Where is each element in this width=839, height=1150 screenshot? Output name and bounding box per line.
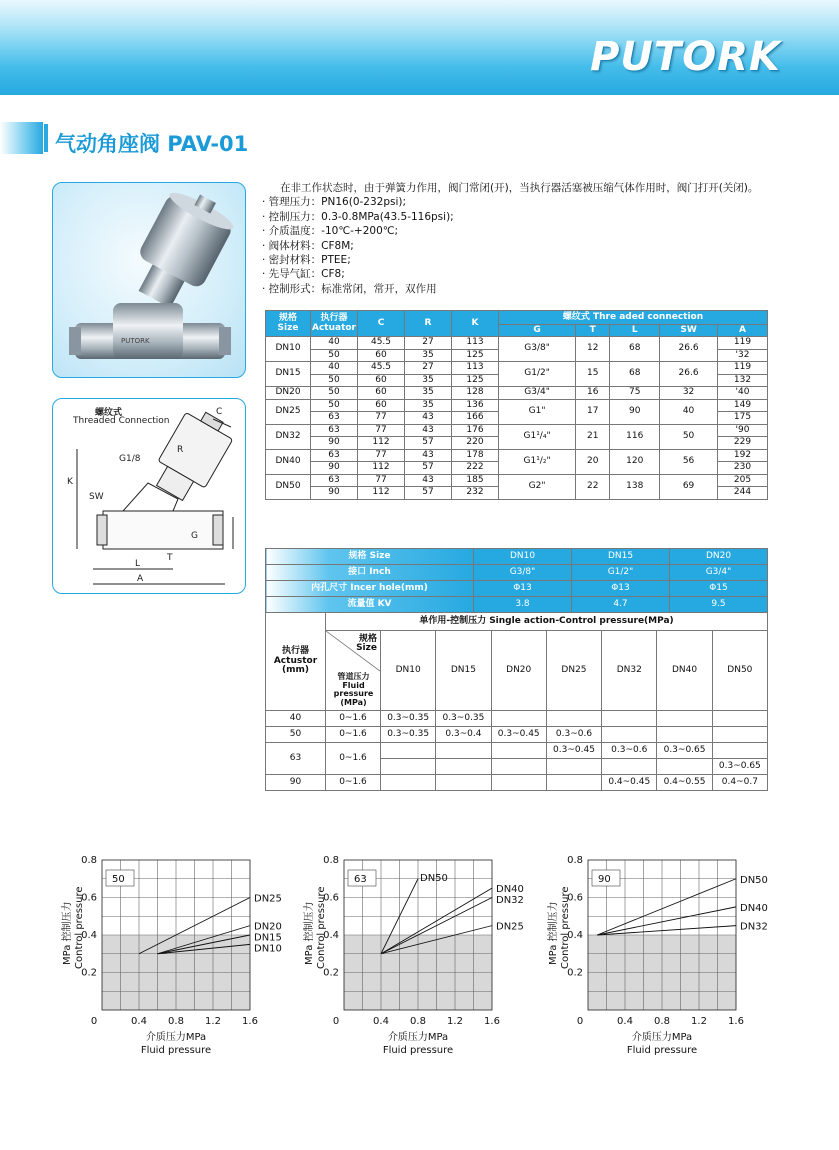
dimension-table xyxy=(265,310,768,500)
cell-value: 45.5 xyxy=(358,337,405,350)
description-line: · 控制压力：0.3-0.8MPa(43.5-116psi); xyxy=(262,210,454,223)
valve-photo-illustration xyxy=(53,183,246,378)
cell-pressure: 0.3~0.4 xyxy=(436,727,491,743)
dim-sw: SW xyxy=(89,492,104,502)
size-fluid-corner xyxy=(326,631,381,711)
cell-pressure xyxy=(657,727,712,743)
cell-value: 90 xyxy=(311,487,358,500)
x-tick-label: 0.8 xyxy=(410,1016,426,1027)
description-line: · 密封材料：PTEE; xyxy=(262,254,351,267)
series-label-dn40: DN40 xyxy=(496,884,524,896)
cell-l: 120 xyxy=(610,449,660,474)
table-row xyxy=(266,399,768,412)
y-tick-label: 0.2 xyxy=(81,967,97,979)
chart-actuator-90 xyxy=(546,852,786,1057)
flow-cell: DN10 xyxy=(474,549,572,565)
cell-value: 50 xyxy=(311,399,358,412)
chart-actuator-50 xyxy=(60,852,300,1057)
col-dn40: DN40 xyxy=(657,631,712,711)
table-row xyxy=(266,581,768,597)
col-t: T xyxy=(576,325,610,337)
col-thread: 螺纹式 Thre aded connection xyxy=(499,311,768,325)
cell-value: 35 xyxy=(405,387,452,400)
table-row xyxy=(266,597,768,613)
x-tick-label: 1.2 xyxy=(691,1016,707,1027)
cell-fluid: 0~1.6 xyxy=(326,775,381,791)
cell-sw: 69 xyxy=(660,474,718,499)
dim-r: R xyxy=(177,445,184,455)
col-k: K xyxy=(452,311,499,337)
cell-value: 43 xyxy=(405,412,452,425)
flow-row-label: 规格 Size xyxy=(266,549,474,565)
threaded-connection-drawing xyxy=(52,398,246,594)
table-row xyxy=(266,387,768,400)
col-size: 规格 Size xyxy=(266,311,311,337)
cell-pressure xyxy=(546,711,601,727)
x-axis-label-en: Fluid pressure xyxy=(140,1045,212,1056)
y-tick-label: 0.8 xyxy=(567,855,583,866)
y-tick-label: 0.4 xyxy=(567,930,583,941)
cell-value: 50 xyxy=(311,387,358,400)
cell-g: G3/8" xyxy=(499,337,576,362)
x-tick-label: 0 xyxy=(90,1016,98,1027)
table-row xyxy=(266,449,768,462)
col-actuator: 执行器 Actuator xyxy=(311,311,358,337)
cell-pressure xyxy=(491,743,546,759)
cell-sw: 50 xyxy=(660,424,718,449)
cell-actuator: 63 xyxy=(266,743,326,775)
description-line: · 介质温度：-10℃-+200℃; xyxy=(262,225,399,238)
x-tick-label: 0.4 xyxy=(131,1016,147,1027)
col-a: A xyxy=(717,325,767,337)
cell-pressure xyxy=(657,711,712,727)
col-actuator-mm: 执行器 Actustor (mm) xyxy=(266,613,326,711)
description-line: · 先导气缸：CF8; xyxy=(262,268,345,281)
cell-value: 57 xyxy=(405,462,452,475)
cell-pressure xyxy=(381,759,436,775)
cell-pressure xyxy=(546,775,601,791)
cell-pressure: 0.4~0.55 xyxy=(657,775,712,791)
cell-value: 112 xyxy=(358,437,405,450)
x-tick-label: 0.4 xyxy=(617,1016,633,1027)
dim-c: C xyxy=(216,407,223,417)
table-row xyxy=(266,549,768,565)
col-dn20: DN20 xyxy=(491,631,546,711)
y-tick-label: 0.6 xyxy=(81,892,97,904)
y-tick-label: 0.6 xyxy=(567,892,583,904)
cell-l: 75 xyxy=(610,387,660,400)
flow-cell: Φ13 xyxy=(572,581,670,597)
y-axis-label-cn: MPa 控制压力 xyxy=(62,901,73,965)
cell-pressure xyxy=(546,759,601,775)
x-axis-label-en: Fluid pressure xyxy=(382,1045,454,1056)
cell-fluid: 0~1.6 xyxy=(326,727,381,743)
cell-value: 185 xyxy=(452,474,499,487)
y-tick-label: 0.6 xyxy=(323,892,339,904)
cell-pressure xyxy=(602,759,657,775)
y-tick-label: 0.8 xyxy=(81,855,97,866)
cell-pressure xyxy=(381,743,436,759)
col-g: G xyxy=(499,325,576,337)
cell-value: 232 xyxy=(452,487,499,500)
single-action-header: 单作用-控制压力 Single action-Control pressure(MPa) xyxy=(326,613,768,631)
cell-l: 68 xyxy=(610,337,660,362)
x-tick-label: 1.6 xyxy=(242,1016,258,1027)
table-row xyxy=(266,727,768,743)
flow-cell: G3/8" xyxy=(474,565,572,581)
cell-pressure xyxy=(381,775,436,791)
cell-actuator: 50 xyxy=(266,727,326,743)
brand-logo: PUTORK xyxy=(590,34,781,80)
cell-value: 43 xyxy=(405,424,452,437)
cell-value: 35 xyxy=(405,374,452,387)
cell-pressure xyxy=(602,727,657,743)
product-photo xyxy=(52,182,246,378)
flow-cell: 9.5 xyxy=(670,597,768,613)
cell-value: 113 xyxy=(452,362,499,375)
cell-value: 77 xyxy=(358,449,405,462)
dim-g: G xyxy=(191,531,198,541)
cell-size: DN25 xyxy=(266,399,311,424)
cell-size: DN50 xyxy=(266,474,311,499)
cell-pressure xyxy=(491,711,546,727)
col-dn32: DN32 xyxy=(602,631,657,711)
series-label-dn10: DN10 xyxy=(254,943,282,955)
series-label-dn15: DN15 xyxy=(254,932,282,944)
pressure-table xyxy=(265,612,768,791)
cell-pressure: 0.3~0.35 xyxy=(381,711,436,727)
cell-l: 68 xyxy=(610,362,660,387)
cell-sw: 40 xyxy=(660,399,718,424)
cell-value: 60 xyxy=(358,374,405,387)
cell-value: 40 xyxy=(311,337,358,350)
cell-a: 119 xyxy=(717,362,767,375)
description-line: · 阀体材料：CF8M; xyxy=(262,239,354,252)
section-title: 气动角座阀 PAV-01 xyxy=(55,132,249,156)
cell-a: 119 xyxy=(717,337,767,350)
cell-a: '32 xyxy=(717,349,767,362)
cell-value: 43 xyxy=(405,474,452,487)
cell-value: 112 xyxy=(358,462,405,475)
drawing-title-cn: 螺纹式 xyxy=(95,408,123,418)
cell-value: 27 xyxy=(405,337,452,350)
table-row xyxy=(266,362,768,375)
flow-cell: DN15 xyxy=(572,549,670,565)
cell-sw: 32 xyxy=(660,387,718,400)
col-dn10: DN10 xyxy=(381,631,436,711)
table-row xyxy=(266,337,768,350)
cell-fluid: 0~1.6 xyxy=(326,743,381,775)
cell-fluid: 0~1.6 xyxy=(326,711,381,727)
x-axis-label-cn: 介质压力MPa xyxy=(145,1032,207,1043)
series-label-dn50: DN50 xyxy=(740,874,768,886)
cell-a: 175 xyxy=(717,412,767,425)
cell-pressure xyxy=(712,711,767,727)
cell-a: 229 xyxy=(717,437,767,450)
cell-l: 90 xyxy=(610,399,660,424)
table-row xyxy=(266,743,768,759)
cell-value: 220 xyxy=(452,437,499,450)
y-tick-label: 0.4 xyxy=(81,930,97,941)
flow-cell: G1/2" xyxy=(572,565,670,581)
cell-pressure xyxy=(602,711,657,727)
cell-pressure: 0.3~0.65 xyxy=(712,759,767,775)
cell-pressure xyxy=(436,759,491,775)
cell-l: 138 xyxy=(610,474,660,499)
cell-value: 77 xyxy=(358,412,405,425)
cell-value: 113 xyxy=(452,337,499,350)
cell-l: 116 xyxy=(610,424,660,449)
cell-a: 192 xyxy=(717,449,767,462)
col-sw: SW xyxy=(660,325,718,337)
cell-value: 77 xyxy=(358,474,405,487)
y-tick-label: 0.4 xyxy=(323,930,339,941)
description-line: · 控制形式：标准常闭，常开，双作用 xyxy=(262,282,437,295)
cell-value: 40 xyxy=(311,362,358,375)
y-axis-label-en: Control pressure xyxy=(74,886,85,969)
photo-stamp-text: PUTORK xyxy=(121,337,150,345)
cell-value: 57 xyxy=(405,487,452,500)
col-dn50: DN50 xyxy=(712,631,767,711)
cell-t: 20 xyxy=(576,449,610,474)
cell-actuator: 90 xyxy=(266,775,326,791)
cell-pressure xyxy=(712,743,767,759)
table-row xyxy=(266,775,768,791)
cell-t: 17 xyxy=(576,399,610,424)
cell-t: 12 xyxy=(576,337,610,362)
cell-t: 21 xyxy=(576,424,610,449)
corner-fluid-label: 管道压力 Fluid pressure (MPa) xyxy=(333,672,374,707)
x-axis-label-en: Fluid pressure xyxy=(626,1045,698,1056)
cell-pressure xyxy=(657,759,712,775)
cell-value: 60 xyxy=(358,387,405,400)
cell-pressure: 0.4~0.45 xyxy=(602,775,657,791)
cell-value: 166 xyxy=(452,412,499,425)
drawing-title-en: Threaded Connection xyxy=(73,416,170,426)
table-row xyxy=(266,474,768,487)
cell-value: 60 xyxy=(358,349,405,362)
cell-size: DN10 xyxy=(266,337,311,362)
col-c: C xyxy=(358,311,405,337)
cell-value: 60 xyxy=(358,399,405,412)
description-line: · 管理压力：PN16(0-232psi); xyxy=(262,196,407,209)
flow-cell: DN20 xyxy=(670,549,768,565)
cell-pressure: 0.3~0.35 xyxy=(436,711,491,727)
cell-g: G3/4" xyxy=(499,387,576,400)
cell-value: 112 xyxy=(358,487,405,500)
series-label-dn25: DN25 xyxy=(254,893,282,905)
x-tick-label: 0.4 xyxy=(373,1016,389,1027)
cell-value: 57 xyxy=(405,437,452,450)
cell-sw: 56 xyxy=(660,449,718,474)
flow-cell: G3/4" xyxy=(670,565,768,581)
valve-drawing-lines xyxy=(53,399,246,594)
cell-pressure: 0.3~0.35 xyxy=(381,727,436,743)
x-tick-label: 0 xyxy=(332,1016,340,1027)
cell-value: 63 xyxy=(311,412,358,425)
cell-a: 244 xyxy=(717,487,767,500)
cell-value: 50 xyxy=(311,374,358,387)
x-tick-label: 1.2 xyxy=(447,1016,463,1027)
cell-value: 125 xyxy=(452,349,499,362)
cell-a: 205 xyxy=(717,474,767,487)
x-tick-label: 1.2 xyxy=(205,1016,221,1027)
flow-cell: Φ15 xyxy=(670,581,768,597)
cell-a: 230 xyxy=(717,462,767,475)
cell-size: DN32 xyxy=(266,424,311,449)
actuator-box-label: 63 xyxy=(354,874,367,885)
cell-value: 222 xyxy=(452,462,499,475)
chart-actuator-63 xyxy=(302,852,542,1057)
cell-pressure: 0.3~0.6 xyxy=(602,743,657,759)
cell-pressure: 0.3~0.45 xyxy=(491,727,546,743)
dim-l: L xyxy=(135,559,141,569)
col-dn25: DN25 xyxy=(546,631,601,711)
cell-pressure xyxy=(436,743,491,759)
y-tick-label: 0.2 xyxy=(323,967,339,979)
flow-row-label: 接口 Inch xyxy=(266,565,474,581)
y-tick-label: 0.8 xyxy=(323,855,339,866)
col-r: R xyxy=(405,311,452,337)
y-axis-label-cn: MPa 控制压力 xyxy=(548,901,559,965)
cell-value: 176 xyxy=(452,424,499,437)
col-dn15: DN15 xyxy=(436,631,491,711)
x-tick-label: 0 xyxy=(576,1016,584,1027)
cell-value: 90 xyxy=(311,437,358,450)
flow-cell: Φ13 xyxy=(474,581,572,597)
x-tick-label: 1.6 xyxy=(484,1016,500,1027)
flow-row-label: 内孔尺寸 Incer hole(mm) xyxy=(266,581,474,597)
series-label-dn25: DN25 xyxy=(496,921,524,933)
cell-g: G1¹/₂" xyxy=(499,449,576,474)
cell-pressure: 0.4~0.7 xyxy=(712,775,767,791)
cell-pressure xyxy=(491,775,546,791)
cell-g: G1" xyxy=(499,399,576,424)
cell-pressure: 0.3~0.65 xyxy=(657,743,712,759)
table-row xyxy=(266,424,768,437)
cell-size: DN15 xyxy=(266,362,311,387)
flow-cell: 3.8 xyxy=(474,597,572,613)
y-axis-label-cn: MPa 控制压力 xyxy=(304,901,315,965)
cell-t: 16 xyxy=(576,387,610,400)
x-axis-label-cn: 介质压力MPa xyxy=(631,1032,693,1043)
cell-a: 132 xyxy=(717,374,767,387)
series-label-dn32: DN32 xyxy=(496,895,524,907)
cell-size: DN20 xyxy=(266,387,311,400)
cell-value: 35 xyxy=(405,399,452,412)
flow-table xyxy=(265,548,768,613)
cell-value: 128 xyxy=(452,387,499,400)
x-tick-label: 1.6 xyxy=(728,1016,744,1027)
col-l: L xyxy=(610,325,660,337)
cell-value: 35 xyxy=(405,349,452,362)
cell-size: DN40 xyxy=(266,449,311,474)
dim-t: T xyxy=(167,553,173,563)
cell-value: 77 xyxy=(358,424,405,437)
cell-value: 136 xyxy=(452,399,499,412)
cell-value: 178 xyxy=(452,449,499,462)
flow-row-label: 流量值 KV xyxy=(266,597,474,613)
x-tick-label: 0.8 xyxy=(168,1016,184,1027)
cell-value: 90 xyxy=(311,462,358,475)
cell-value: 45.5 xyxy=(358,362,405,375)
cell-t: 15 xyxy=(576,362,610,387)
cell-sw: 26.6 xyxy=(660,362,718,387)
corner-size-label: 规格 Size xyxy=(356,634,377,654)
cell-pressure: 0.3~0.6 xyxy=(546,727,601,743)
cell-pressure xyxy=(491,759,546,775)
cell-value: 43 xyxy=(405,449,452,462)
y-tick-label: 0.2 xyxy=(567,967,583,979)
cell-value: 125 xyxy=(452,374,499,387)
cell-a: '40 xyxy=(717,387,767,400)
cell-pressure xyxy=(436,775,491,791)
section-marker-line xyxy=(44,124,48,152)
cell-pressure: 0.3~0.45 xyxy=(546,743,601,759)
cell-t: 22 xyxy=(576,474,610,499)
cell-value: 27 xyxy=(405,362,452,375)
cell-pressure xyxy=(712,727,767,743)
actuator-box-label: 90 xyxy=(598,874,611,885)
cell-value: 63 xyxy=(311,449,358,462)
cell-value: 50 xyxy=(311,349,358,362)
cell-a: 149 xyxy=(717,399,767,412)
table-row xyxy=(266,565,768,581)
y-axis-label-en: Control pressure xyxy=(560,886,571,969)
cell-a: '90 xyxy=(717,424,767,437)
actuator-box-label: 50 xyxy=(112,874,125,885)
table-row xyxy=(266,711,768,727)
cell-g: G2" xyxy=(499,474,576,499)
description-line: 在非工作状态时，由于弹簧力作用，阀门常闭(开)，当执行器活塞被压缩气体作用时，阀门打开(关闭)。 xyxy=(280,182,759,194)
series-label-dn32: DN32 xyxy=(740,921,768,933)
x-axis-label-cn: 介质压力MPa xyxy=(387,1032,449,1043)
dim-g18: G1/8 xyxy=(119,454,141,464)
cell-g: G1/2" xyxy=(499,362,576,387)
cell-value: 63 xyxy=(311,474,358,487)
flow-cell: 4.7 xyxy=(572,597,670,613)
section-marker xyxy=(0,122,43,154)
series-label-dn20: DN20 xyxy=(254,921,282,933)
cell-g: G1¹/₄" xyxy=(499,424,576,449)
x-tick-label: 0.8 xyxy=(654,1016,670,1027)
series-label-dn50: DN50 xyxy=(420,872,448,884)
description xyxy=(262,181,782,296)
y-axis-label-en: Control pressure xyxy=(316,886,327,969)
dim-a: A xyxy=(137,574,144,584)
dim-k: K xyxy=(67,477,73,487)
cell-sw: 26.6 xyxy=(660,337,718,362)
cell-value: 63 xyxy=(311,424,358,437)
cell-actuator: 40 xyxy=(266,711,326,727)
series-label-dn40: DN40 xyxy=(740,902,768,914)
